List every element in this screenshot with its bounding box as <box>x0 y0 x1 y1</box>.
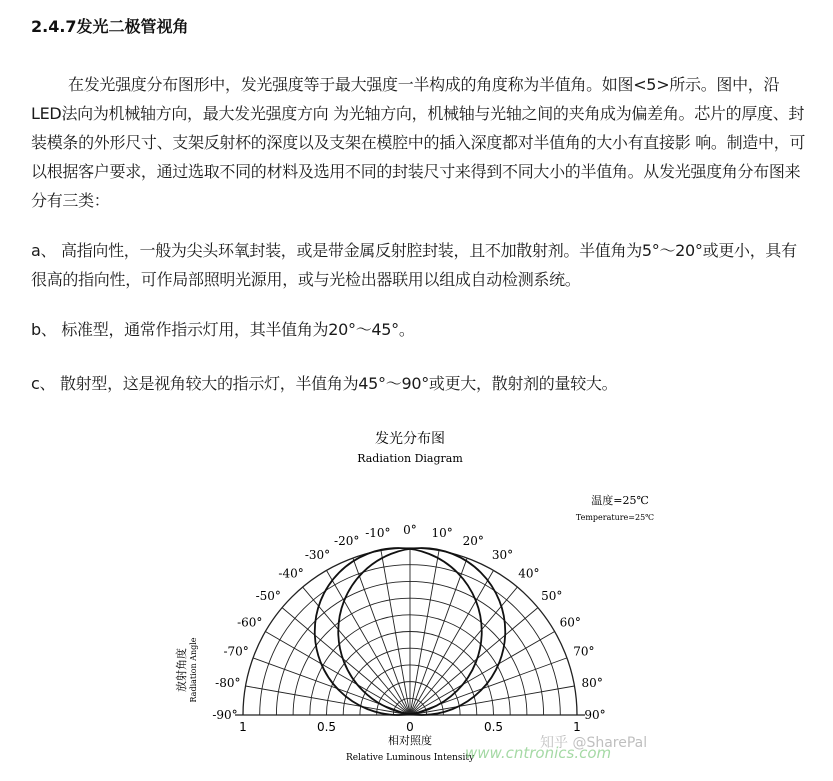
scale-label: 0.5 <box>316 720 337 734</box>
angle-label: -40° <box>278 566 304 581</box>
angle-label: 90° <box>584 708 606 722</box>
scale-label: 1 <box>573 720 581 734</box>
radiation-diagram <box>160 425 680 775</box>
angle-label: 60° <box>559 615 581 630</box>
scale-label: 0.5 <box>483 720 504 734</box>
intro-paragraph: 在发光强度分布图形中，发光强度等于最大强度一半构成的角度称为半值角。如图<5>所示。图中，沿LED法向为机械轴方向，最大发光强度方向 为光轴方向，机械轴与光轴之间的夹角成为偏差角。芯片的厚度、封装模条的外形尺寸、支架反射杯的深度以及支架在模腔中的插入深度都对半值角的大小有直接影 响。制造中，可以根据客户要求，通过选取不同的材料及选用不同的封装尺寸来得到不同大小的半值角。从发光强度角分布图来分有三类： <box>31 75 806 210</box>
temperature-cn: 温度=25℃ <box>591 494 649 507</box>
angle-label: -80° <box>215 675 241 690</box>
angle-label: 80° <box>581 675 603 690</box>
scale-label: 0 <box>406 720 414 734</box>
angle-label: -20° <box>334 534 360 549</box>
left-label-en: Radiation Angle <box>189 637 198 703</box>
angle-label: -10° <box>365 525 391 540</box>
angle-label: 40° <box>518 566 540 581</box>
angle-label: 50° <box>541 589 563 604</box>
item-a-paragraph: a、 高指向性，一般为尖头环氧封装，或是带金属反射腔封装，且不加散射剂。半值角为5°～20°或更小，具有很高的指向性，可作局部照明光源用，或与光检出器联用以组成自动检测系统。 <box>31 241 797 289</box>
angle-label: -70° <box>223 644 249 659</box>
diagram-title-en: Radiation Diagram <box>357 452 463 465</box>
angle-label: 20° <box>462 534 484 549</box>
angle-label: 0° <box>403 523 417 537</box>
item-c-paragraph: c、 散射型，这是视角较大的指示灯，半值角为45°～90°或更大，散射剂的量较大。 <box>31 374 618 393</box>
angle-label: 70° <box>573 644 595 659</box>
scale-labels <box>239 720 581 734</box>
watermark-zhihu: 知乎 @SharePal <box>540 735 648 751</box>
diagram-title-cn: 发光分布图 <box>375 431 445 447</box>
temperature-en: Temperature=25℃ <box>575 513 655 522</box>
angle-label: -60° <box>237 615 263 630</box>
bottom-label-en: Relative Luminous Intensity <box>345 753 475 763</box>
scale-label: 1 <box>239 720 247 734</box>
angle-label: -50° <box>255 589 281 604</box>
bottom-label-cn: 相对照度 <box>388 734 432 747</box>
item-b-paragraph: b、 标准型，通常作指示灯用，其半值角为20°～45°。 <box>31 320 415 339</box>
angle-label: -90° <box>212 708 238 722</box>
section-heading: 2.4.7发光二极管视角 <box>31 17 189 36</box>
watermark-site: www.cntronics.com <box>465 744 612 762</box>
angle-label: 30° <box>491 547 514 562</box>
angle-label: -30° <box>304 547 331 562</box>
angle-label: 10° <box>431 525 453 540</box>
left-label-cn: 放射角度 <box>175 648 188 692</box>
